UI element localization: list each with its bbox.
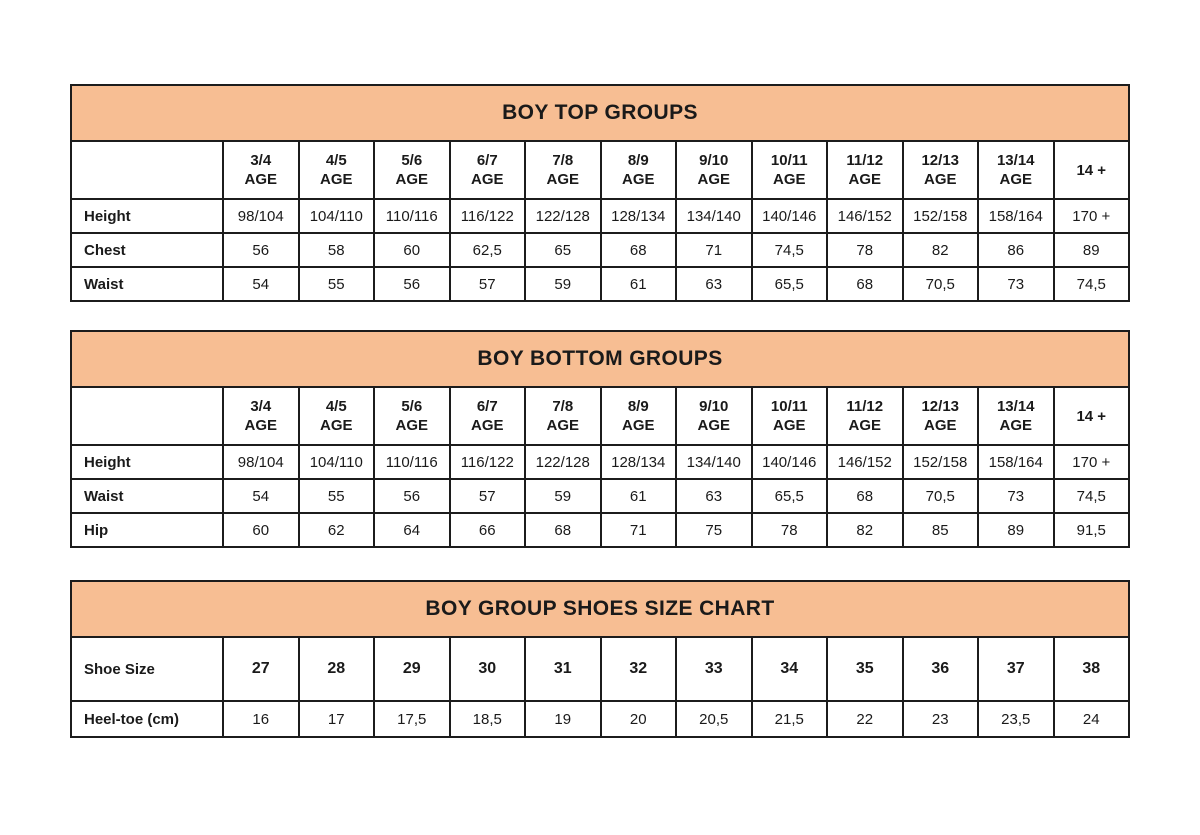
value-cell: 68 — [601, 233, 677, 267]
value-cell: 20,5 — [676, 701, 752, 737]
value-cell: 82 — [827, 513, 903, 547]
value-cell: 56 — [374, 267, 450, 301]
age-header-line1: 8/9 — [627, 152, 649, 169]
value-cell: 116/122 — [450, 445, 526, 479]
value-cell: 104/110 — [299, 199, 375, 233]
age-column-header — [299, 387, 375, 445]
value-cell: 17,5 — [374, 701, 450, 737]
value-cell: 28 — [299, 637, 375, 701]
value-cell: 134/140 — [676, 199, 752, 233]
value-cell: 23,5 — [978, 701, 1054, 737]
age-header-line1: 14 + — [1076, 407, 1107, 425]
value-cell: 70,5 — [903, 267, 979, 301]
value-cell: 86 — [978, 233, 1054, 267]
age-header-line1: 9/10 — [699, 152, 729, 169]
table-title: BOY TOP GROUPS — [71, 85, 1129, 141]
value-cell: 65,5 — [752, 267, 828, 301]
row-label: Heel-toe (cm) — [71, 701, 223, 737]
value-cell: 75 — [676, 513, 752, 547]
value-cell: 34 — [752, 637, 828, 701]
value-cell: 36 — [903, 637, 979, 701]
age-column-header — [374, 141, 450, 199]
age-column-header — [827, 141, 903, 199]
value-cell: 35 — [827, 637, 903, 701]
age-column-header — [525, 387, 601, 445]
age-header-line1: 13/14 — [996, 398, 1035, 415]
age-header-line1: 12/13 — [921, 152, 960, 169]
value-cell: 63 — [676, 267, 752, 301]
value-cell: 65,5 — [752, 479, 828, 513]
age-header-line1: 7/8 — [552, 152, 574, 169]
value-cell: 170 + — [1054, 445, 1130, 479]
value-cell: 58 — [299, 233, 375, 267]
value-cell: 122/128 — [525, 445, 601, 479]
row-label: Height — [71, 445, 223, 479]
age-column-header — [525, 141, 601, 199]
value-cell: 89 — [1054, 233, 1130, 267]
value-cell: 128/134 — [601, 199, 677, 233]
value-cell: 62 — [299, 513, 375, 547]
value-cell: 19 — [525, 701, 601, 737]
value-cell: 56 — [223, 233, 299, 267]
value-cell: 17 — [299, 701, 375, 737]
age-column-header — [299, 141, 375, 199]
value-cell: 98/104 — [223, 445, 299, 479]
value-cell: 140/146 — [752, 199, 828, 233]
value-cell: 60 — [223, 513, 299, 547]
age-header-line2: AGE — [546, 417, 579, 434]
age-header-line1: 12/13 — [921, 398, 960, 415]
value-cell: 158/164 — [978, 199, 1054, 233]
value-cell: 89 — [978, 513, 1054, 547]
age-header-line1: 4/5 — [325, 152, 347, 169]
value-cell: 57 — [450, 479, 526, 513]
age-header-line1: 6/7 — [476, 152, 498, 169]
age-column-header — [676, 387, 752, 445]
age-header-line1: 14 + — [1076, 161, 1107, 179]
value-cell: 55 — [299, 479, 375, 513]
table-boy-top-groups — [70, 84, 1130, 302]
row-label: Height — [71, 199, 223, 233]
value-cell: 78 — [827, 233, 903, 267]
age-header-line1: 13/14 — [996, 152, 1035, 169]
value-cell: 140/146 — [752, 445, 828, 479]
value-cell: 27 — [223, 637, 299, 701]
age-header-line1: 5/6 — [401, 398, 423, 415]
value-cell: 71 — [601, 513, 677, 547]
value-cell: 85 — [903, 513, 979, 547]
value-cell: 33 — [676, 637, 752, 701]
value-cell: 68 — [827, 267, 903, 301]
value-cell: 55 — [299, 267, 375, 301]
value-cell: 31 — [525, 637, 601, 701]
value-cell: 65 — [525, 233, 601, 267]
age-header-line1: 7/8 — [552, 398, 574, 415]
age-column-header — [676, 141, 752, 199]
value-cell: 68 — [525, 513, 601, 547]
age-column-header — [827, 387, 903, 445]
age-column-header — [601, 141, 677, 199]
value-cell: 73 — [978, 479, 1054, 513]
value-cell: 74,5 — [1054, 479, 1130, 513]
age-column-header — [223, 141, 299, 199]
row-label: Shoe Size — [71, 637, 223, 701]
value-cell: 60 — [374, 233, 450, 267]
age-column-header — [223, 387, 299, 445]
table-title: BOY BOTTOM GROUPS — [71, 331, 1129, 387]
value-cell: 122/128 — [525, 199, 601, 233]
age-header-line1: 3/4 — [250, 398, 272, 415]
age-header-line1: 10/11 — [770, 398, 808, 415]
age-header-line2: AGE — [697, 171, 730, 188]
value-cell: 37 — [978, 637, 1054, 701]
value-cell: 91,5 — [1054, 513, 1130, 547]
age-header-line1: 10/11 — [770, 152, 808, 169]
row-label: Waist — [71, 267, 223, 301]
value-cell: 82 — [903, 233, 979, 267]
age-header-line2: AGE — [546, 171, 579, 188]
age-header-line1: 11/12 — [846, 398, 884, 415]
value-cell: 23 — [903, 701, 979, 737]
value-cell: 32 — [601, 637, 677, 701]
value-cell: 74,5 — [752, 233, 828, 267]
table-row — [71, 267, 1129, 301]
age-column-header — [374, 387, 450, 445]
value-cell: 74,5 — [1054, 267, 1130, 301]
row-label: Waist — [71, 479, 223, 513]
value-cell: 18,5 — [450, 701, 526, 737]
table-row — [71, 445, 1129, 479]
value-cell: 30 — [450, 637, 526, 701]
age-header-line1: 9/10 — [699, 398, 729, 415]
age-header-line2: AGE — [621, 171, 655, 188]
age-header-line2: AGE — [923, 417, 957, 434]
value-cell: 146/152 — [827, 445, 903, 479]
value-cell: 98/104 — [223, 199, 299, 233]
age-header-line2: AGE — [244, 171, 277, 188]
value-cell: 38 — [1054, 637, 1130, 701]
age-header-line1: 11/12 — [846, 152, 884, 169]
age-header-line2: AGE — [470, 171, 504, 188]
age-header-line2: AGE — [848, 417, 881, 434]
age-column-header — [752, 387, 828, 445]
age-header-line2: AGE — [999, 417, 1032, 434]
age-header-line2: AGE — [319, 171, 353, 188]
table-row — [71, 637, 1129, 701]
value-cell: 24 — [1054, 701, 1130, 737]
value-cell: 61 — [601, 267, 677, 301]
row-label: Hip — [71, 513, 223, 547]
value-cell: 110/116 — [374, 199, 450, 233]
age-column-header — [1054, 387, 1130, 445]
value-cell: 63 — [676, 479, 752, 513]
age-column-header — [903, 387, 979, 445]
value-cell: 158/164 — [978, 445, 1054, 479]
value-cell: 134/140 — [676, 445, 752, 479]
value-cell: 104/110 — [299, 445, 375, 479]
value-cell: 128/134 — [601, 445, 677, 479]
table-row — [71, 199, 1129, 233]
age-column-header — [978, 141, 1054, 199]
value-cell: 110/116 — [374, 445, 450, 479]
age-header-line2: AGE — [395, 171, 428, 188]
value-cell: 73 — [978, 267, 1054, 301]
row-label: Chest — [71, 233, 223, 267]
value-cell: 61 — [601, 479, 677, 513]
age-column-header — [978, 387, 1054, 445]
age-header-line1: 4/5 — [325, 398, 347, 415]
age-column-header — [903, 141, 979, 199]
age-header-line1: 8/9 — [627, 398, 649, 415]
table-boy-group-shoes-size-chart — [70, 580, 1130, 738]
age-header-line2: AGE — [244, 417, 277, 434]
value-cell: 170 + — [1054, 199, 1130, 233]
value-cell: 54 — [223, 479, 299, 513]
age-header-line2: AGE — [470, 417, 504, 434]
age-header-line2: AGE — [772, 417, 806, 434]
table-row — [71, 513, 1129, 547]
value-cell: 66 — [450, 513, 526, 547]
value-cell: 16 — [223, 701, 299, 737]
value-cell: 57 — [450, 267, 526, 301]
age-header-line1: 6/7 — [476, 398, 498, 415]
table-row — [71, 233, 1129, 267]
value-cell: 152/158 — [903, 445, 979, 479]
age-column-header — [450, 141, 526, 199]
age-header-line2: AGE — [319, 417, 353, 434]
age-header-line2: AGE — [697, 417, 730, 434]
table-row — [71, 701, 1129, 737]
corner-cell — [71, 387, 223, 445]
value-cell: 59 — [525, 267, 601, 301]
age-header-line2: AGE — [923, 171, 957, 188]
corner-cell — [71, 141, 223, 199]
age-header-line2: AGE — [772, 171, 806, 188]
age-column-header — [752, 141, 828, 199]
age-header-line1: 5/6 — [401, 152, 423, 169]
value-cell: 21,5 — [752, 701, 828, 737]
table-title: BOY GROUP SHOES SIZE CHART — [71, 581, 1129, 637]
value-cell: 29 — [374, 637, 450, 701]
age-header-line2: AGE — [848, 171, 881, 188]
value-cell: 56 — [374, 479, 450, 513]
value-cell: 146/152 — [827, 199, 903, 233]
value-cell: 71 — [676, 233, 752, 267]
age-column-header — [450, 387, 526, 445]
value-cell: 68 — [827, 479, 903, 513]
age-header-line2: AGE — [621, 417, 655, 434]
value-cell: 22 — [827, 701, 903, 737]
value-cell: 116/122 — [450, 199, 526, 233]
age-header-line2: AGE — [999, 171, 1032, 188]
value-cell: 152/158 — [903, 199, 979, 233]
value-cell: 59 — [525, 479, 601, 513]
value-cell: 20 — [601, 701, 677, 737]
age-column-header — [601, 387, 677, 445]
age-header-line1: 3/4 — [250, 152, 272, 169]
age-header-line2: AGE — [395, 417, 428, 434]
charts-root — [70, 84, 1130, 738]
value-cell: 62,5 — [450, 233, 526, 267]
table-row — [71, 479, 1129, 513]
value-cell: 78 — [752, 513, 828, 547]
value-cell: 54 — [223, 267, 299, 301]
value-cell: 70,5 — [903, 479, 979, 513]
table-boy-bottom-groups — [70, 330, 1130, 548]
age-column-header — [1054, 141, 1130, 199]
value-cell: 64 — [374, 513, 450, 547]
